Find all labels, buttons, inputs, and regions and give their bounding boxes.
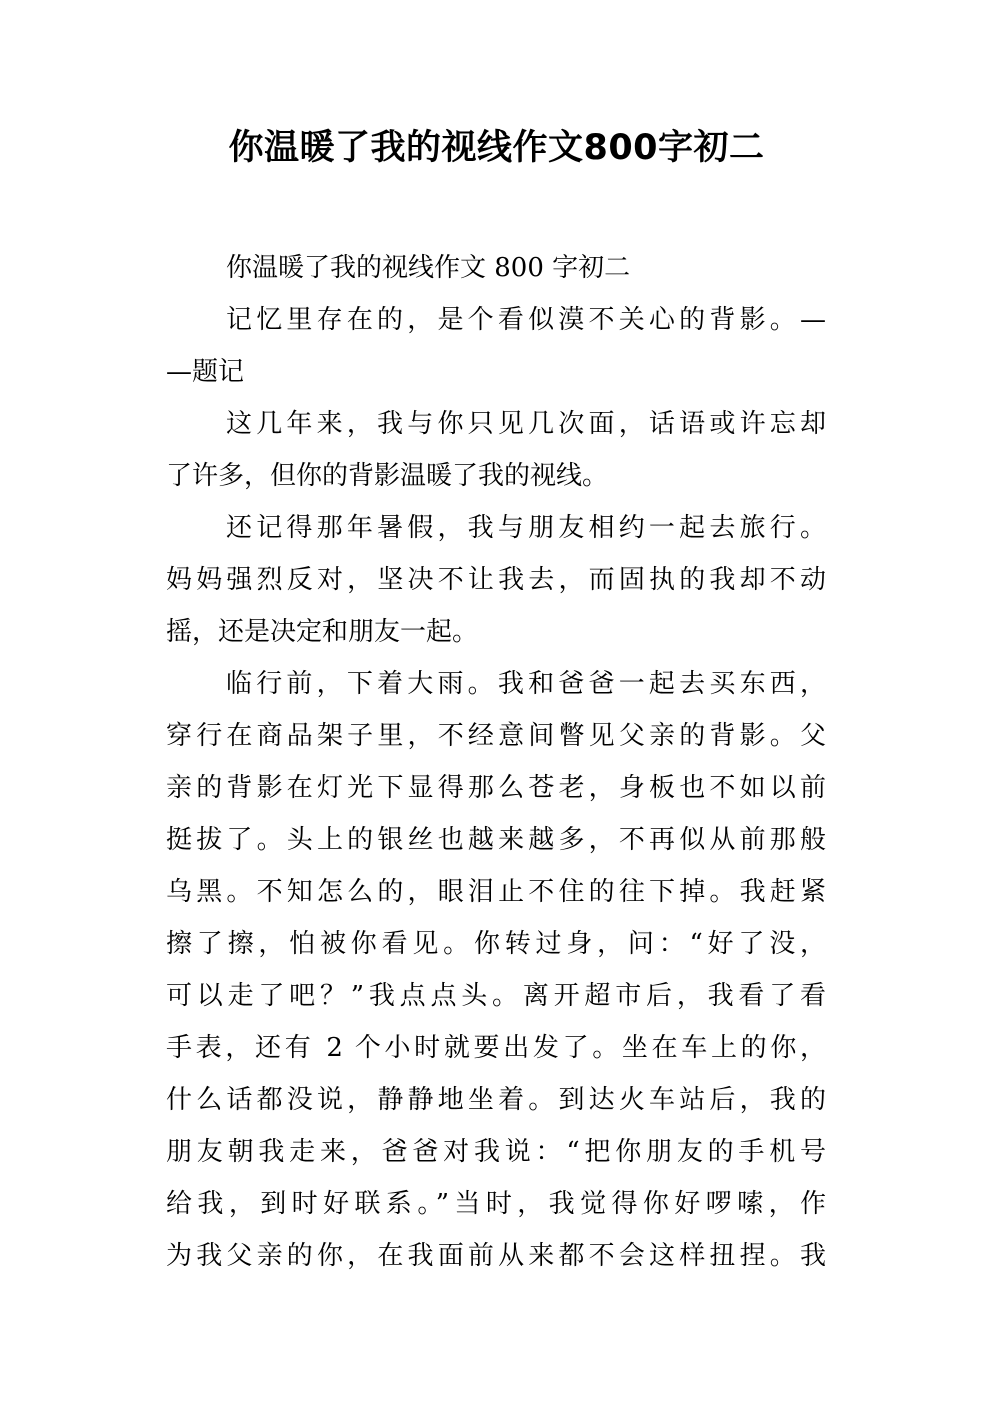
document-title: 你温暖了我的视线作文800字初二 <box>228 128 765 168</box>
paragraph <box>166 502 826 658</box>
paragraph <box>166 658 826 1282</box>
document-body <box>166 242 826 1282</box>
text-line: —题记 <box>166 357 245 387</box>
text-line: 了许多，但你的背影温暖了我的视线。 <box>166 461 609 491</box>
text-line: 擦了擦，怕被你看见。你转过身，问：“好了没， <box>166 929 826 959</box>
text-line: 这几年来，我与你只见几次面，话语或许忘却 <box>226 409 826 439</box>
paragraph <box>166 242 826 294</box>
text-line: 摇，还是决定和朋友一起。 <box>166 617 479 647</box>
text-line: 手表，还有 2 个小时就要出发了。坐在车上的你， <box>166 1033 826 1063</box>
text-line: 可以走了吧？”我点点头。离开超市后，我看了看 <box>166 981 826 1011</box>
text-line: 还记得那年暑假，我与朋友相约一起去旅行。 <box>226 513 826 543</box>
paragraph <box>166 398 826 502</box>
text-line: 什么话都没说，静静地坐着。到达火车站后，我的 <box>166 1085 826 1115</box>
text-line: 给我，到时好联系。”当时，我觉得你好啰嗦，作 <box>166 1189 826 1219</box>
paragraph <box>166 294 826 398</box>
text-line: 乌黑。不知怎么的，眼泪止不住的往下掉。我赶紧 <box>166 877 826 907</box>
text-line: 为我父亲的你，在我面前从来都不会这样扭捏。我 <box>166 1241 826 1271</box>
text-line: 穿行在商品架子里，不经意间瞥见父亲的背影。父 <box>166 721 826 751</box>
text-line: 亲的背影在灯光下显得那么苍老，身板也不如以前 <box>166 773 826 803</box>
text-line: 妈妈强烈反对，坚决不让我去，而固执的我却不动 <box>166 565 826 595</box>
text-line: 临行前，下着大雨。我和爸爸一起去买东西， <box>226 669 826 699</box>
text-line: 记忆里存在的，是个看似漠不关心的背影。— <box>226 305 826 335</box>
text-line: 你温暖了我的视线作文 800 字初二 <box>226 253 631 283</box>
text-line: 挺拔了。头上的银丝也越来越多，不再似从前那般 <box>166 825 826 855</box>
text-line: 朋友朝我走来，爸爸对我说：“把你朋友的手机号 <box>166 1137 826 1167</box>
